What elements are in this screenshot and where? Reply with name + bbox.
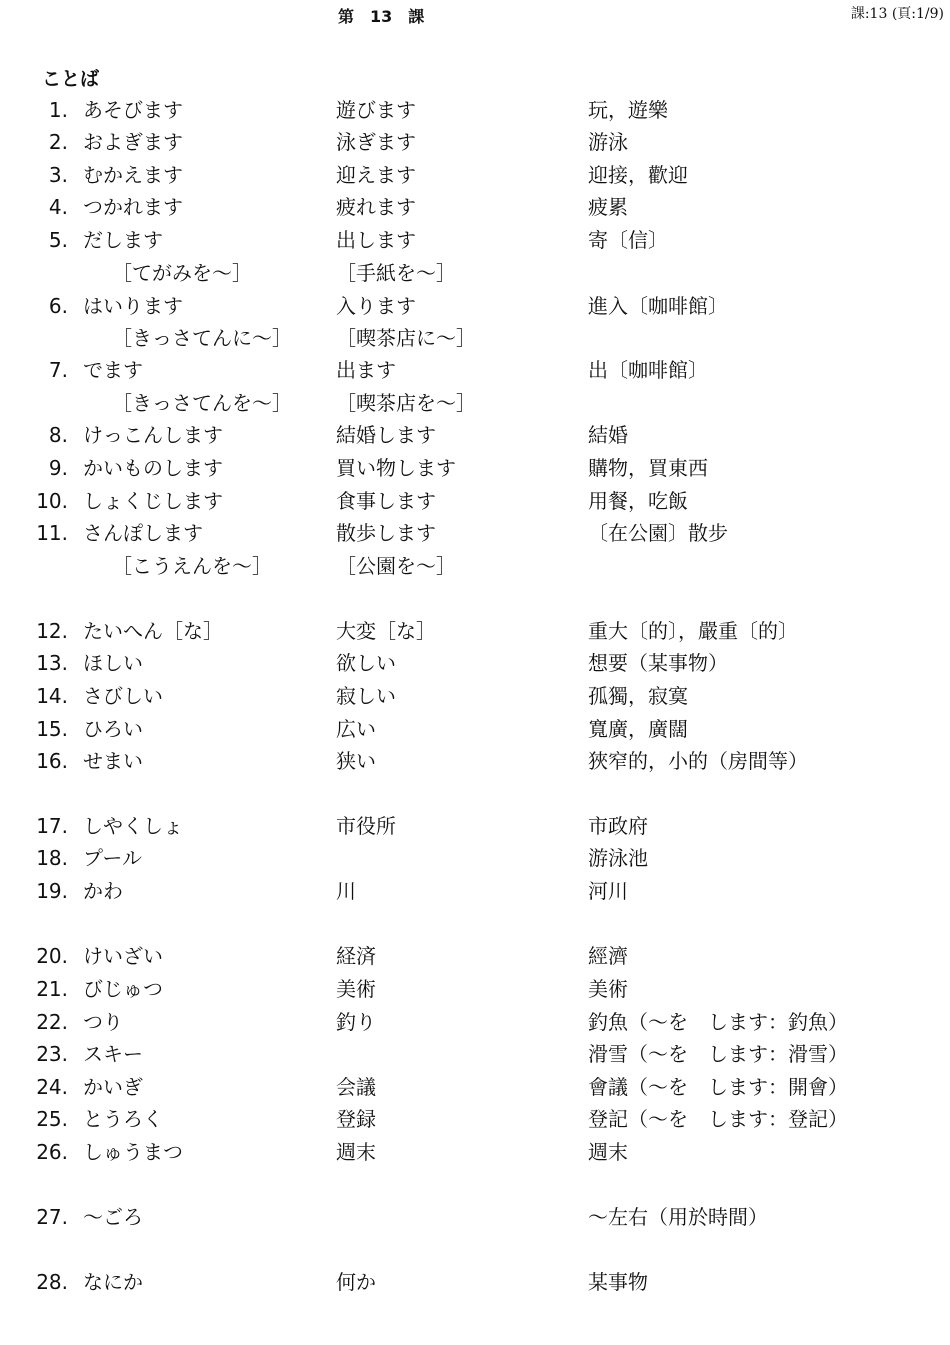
entry-kana: なにか xyxy=(83,1270,143,1294)
entry-kanji: 川 xyxy=(336,879,356,903)
entry-kanji: 散歩します xyxy=(336,521,436,545)
entry-kana: プール xyxy=(83,846,142,870)
entry-number: 24. xyxy=(36,1075,68,1099)
entry-kana: かいものします xyxy=(83,456,223,480)
entry-meaning: 疲累 xyxy=(588,195,628,219)
entry-kanji: 買い物します xyxy=(336,456,456,480)
entry-kanji: 迎えます xyxy=(336,163,416,187)
entry-kana: ［きっさてんを～］ xyxy=(112,391,292,415)
vocab-row xyxy=(0,94,950,126)
entry-number: 18. xyxy=(36,846,68,870)
entry-kana: ［てがみを～］ xyxy=(112,261,252,285)
entry-kanji: 結婚します xyxy=(336,423,436,447)
entry-number: 4. xyxy=(48,195,68,219)
entry-number: 1. xyxy=(48,98,68,122)
vocab-row xyxy=(0,810,950,842)
entry-meaning: 登記（～を します：登記） xyxy=(588,1107,848,1131)
vocab-row xyxy=(0,126,950,158)
entry-kana: けいざい xyxy=(83,944,163,968)
entry-meaning: 游泳池 xyxy=(588,846,648,870)
vocab-row xyxy=(0,224,950,256)
entry-kana: およぎます xyxy=(83,130,183,154)
entry-kanji: ［公園を～］ xyxy=(336,554,456,578)
entry-number: 9. xyxy=(48,456,68,480)
vocab-row xyxy=(0,1038,950,1070)
entry-kana: つかれます xyxy=(83,195,183,219)
entry-number: 22. xyxy=(36,1010,68,1034)
entry-number: 8. xyxy=(48,423,68,447)
entry-kana: かわ xyxy=(83,879,123,903)
entry-kanji: 会議 xyxy=(336,1075,376,1099)
entry-kanji: 釣り xyxy=(336,1010,376,1034)
vocab-row xyxy=(0,1006,950,1038)
entry-kana: しゅうまつ xyxy=(83,1140,183,1164)
vocab-row xyxy=(0,615,950,647)
vocab-row xyxy=(0,1136,950,1168)
entry-number: 20. xyxy=(36,944,68,968)
section-title: ことば xyxy=(42,68,100,90)
entry-kanji: ［喫茶店を～］ xyxy=(336,391,476,415)
entry-meaning: ～左右（用於時間） xyxy=(588,1205,768,1229)
entry-kanji: 寂しい xyxy=(336,684,396,708)
entry-number: 16. xyxy=(36,749,68,773)
entry-number: 10. xyxy=(36,489,68,513)
entry-meaning: 經濟 xyxy=(588,944,628,968)
entry-kanji: ［手紙を～］ xyxy=(336,261,456,285)
vocab-row xyxy=(0,322,950,354)
entry-kanji: 出します xyxy=(336,228,416,252)
entry-kana: あそびます xyxy=(83,98,183,122)
vocab-row xyxy=(0,745,950,777)
entry-kana: さびしい xyxy=(83,684,163,708)
vocab-row xyxy=(0,940,950,972)
entry-kana: せまい xyxy=(83,749,143,773)
entry-kanji: 広い xyxy=(336,717,376,741)
entry-kanji: ［喫茶店に～］ xyxy=(336,326,476,350)
entry-kana: でます xyxy=(83,358,143,382)
entry-kanji: 経済 xyxy=(336,944,376,968)
entry-kanji: 美術 xyxy=(336,977,376,1001)
entry-kana: とうろく xyxy=(83,1107,163,1131)
vocab-row xyxy=(0,1201,950,1233)
entry-meaning: 河川 xyxy=(588,879,628,903)
entry-kana: つり xyxy=(83,1010,123,1034)
entry-kana: たいへん［な］ xyxy=(83,619,223,643)
vocab-row xyxy=(0,713,950,745)
entry-kana: むかえます xyxy=(83,163,183,187)
vocab-row xyxy=(0,973,950,1005)
page-info: 課:13 (頁:1/9) xyxy=(850,6,944,22)
entry-meaning: 釣魚（～を します：釣魚） xyxy=(588,1010,848,1034)
entry-meaning: 進入〔咖啡館〕 xyxy=(588,294,728,318)
entry-kana: けっこんします xyxy=(83,423,223,447)
entry-kanji: 登録 xyxy=(336,1107,376,1131)
entry-kanji: 狭い xyxy=(336,749,376,773)
entry-number: 11. xyxy=(36,521,68,545)
entry-kana: だします xyxy=(83,228,163,252)
entry-kanji: 疲れます xyxy=(336,195,416,219)
vocab-row xyxy=(0,875,950,907)
entry-number: 27. xyxy=(36,1205,68,1229)
entry-number: 7. xyxy=(48,358,68,382)
vocab-row xyxy=(0,680,950,712)
entry-meaning: 寬廣，廣闊 xyxy=(588,717,688,741)
entry-meaning: 滑雪（～を します：滑雪） xyxy=(588,1042,848,1066)
entry-kanji: 何か xyxy=(336,1270,376,1294)
entry-meaning: 結婚 xyxy=(588,423,628,447)
entry-meaning: 游泳 xyxy=(588,130,628,154)
entry-meaning: 市政府 xyxy=(588,814,648,838)
entry-number: 14. xyxy=(36,684,68,708)
entry-meaning: 寄〔信〕 xyxy=(588,228,668,252)
entry-kana: さんぽします xyxy=(83,521,203,545)
entry-number: 26. xyxy=(36,1140,68,1164)
entry-meaning: 美術 xyxy=(588,977,628,1001)
entry-kanji: 遊びます xyxy=(336,98,416,122)
vocab-row xyxy=(0,517,950,549)
entry-number: 2. xyxy=(48,130,68,154)
entry-kana: かいぎ xyxy=(83,1075,143,1099)
vocab-row xyxy=(0,550,950,582)
entry-kana: ［きっさてんに～］ xyxy=(112,326,292,350)
vocab-row xyxy=(0,842,950,874)
vocab-row xyxy=(0,452,950,484)
entry-number: 3. xyxy=(48,163,68,187)
entry-kana: ～ごろ xyxy=(83,1205,143,1229)
entry-kana: ［こうえんを～］ xyxy=(112,554,272,578)
entry-kanji: 市役所 xyxy=(336,814,396,838)
entry-number: 6. xyxy=(48,294,68,318)
lesson-title: 第 13 課 xyxy=(338,7,425,26)
entry-meaning: 某事物 xyxy=(588,1270,648,1294)
entry-kanji: 欲しい xyxy=(336,651,396,675)
entry-meaning: 出〔咖啡館〕 xyxy=(588,358,708,382)
vocab-row xyxy=(0,485,950,517)
entry-kana: はいります xyxy=(83,294,183,318)
entry-kanji: 入ります xyxy=(336,294,416,318)
entry-meaning: 〔在公園〕散步 xyxy=(588,521,728,545)
entry-kana: びじゅつ xyxy=(83,977,163,1001)
entry-number: 25. xyxy=(36,1107,68,1131)
entry-meaning: 用餐，吃飯 xyxy=(588,489,688,513)
entry-kana: スキー xyxy=(83,1042,143,1066)
entry-meaning: 狹窄的，小的（房間等） xyxy=(588,749,808,773)
entry-meaning: 孤獨，寂寞 xyxy=(588,684,688,708)
entry-kana: しょくじします xyxy=(83,489,223,513)
vocab-row xyxy=(0,290,950,322)
entry-kanji: 食事します xyxy=(336,489,436,513)
vocab-row xyxy=(0,419,950,451)
vocab-row xyxy=(0,354,950,386)
entry-kanji: 泳ぎます xyxy=(336,130,416,154)
entry-number: 21. xyxy=(36,977,68,1001)
vocab-row xyxy=(0,159,950,191)
entry-number: 17. xyxy=(36,814,68,838)
entry-number: 5. xyxy=(48,228,68,252)
entry-number: 28. xyxy=(36,1270,68,1294)
entry-kanji: 出ます xyxy=(336,358,396,382)
entry-kanji: 大変［な］ xyxy=(336,619,436,643)
entry-number: 23. xyxy=(36,1042,68,1066)
vocab-row xyxy=(0,647,950,679)
vocab-row xyxy=(0,257,950,289)
vocab-row xyxy=(0,387,950,419)
entry-number: 12. xyxy=(36,619,68,643)
entry-meaning: 重大〔的〕，嚴重〔的〕 xyxy=(588,619,798,643)
entry-meaning: 會議（～を します：開會） xyxy=(588,1075,848,1099)
entry-kana: ほしい xyxy=(83,651,143,675)
vocab-row xyxy=(0,191,950,223)
entry-meaning: 週末 xyxy=(588,1140,628,1164)
entry-number: 15. xyxy=(36,717,68,741)
entry-kanji: 週末 xyxy=(336,1140,376,1164)
vocab-row xyxy=(0,1071,950,1103)
vocab-row xyxy=(0,1266,950,1298)
entry-meaning: 迎接，歡迎 xyxy=(588,163,688,187)
entry-kana: しやくしょ xyxy=(83,814,183,838)
entry-number: 19. xyxy=(36,879,68,903)
entry-meaning: 想要（某事物） xyxy=(588,651,728,675)
entry-meaning: 購物，買東西 xyxy=(588,456,708,480)
entry-kana: ひろい xyxy=(83,717,143,741)
entry-number: 13. xyxy=(36,651,68,675)
entry-meaning: 玩，遊樂 xyxy=(588,98,668,122)
vocab-row xyxy=(0,1103,950,1135)
